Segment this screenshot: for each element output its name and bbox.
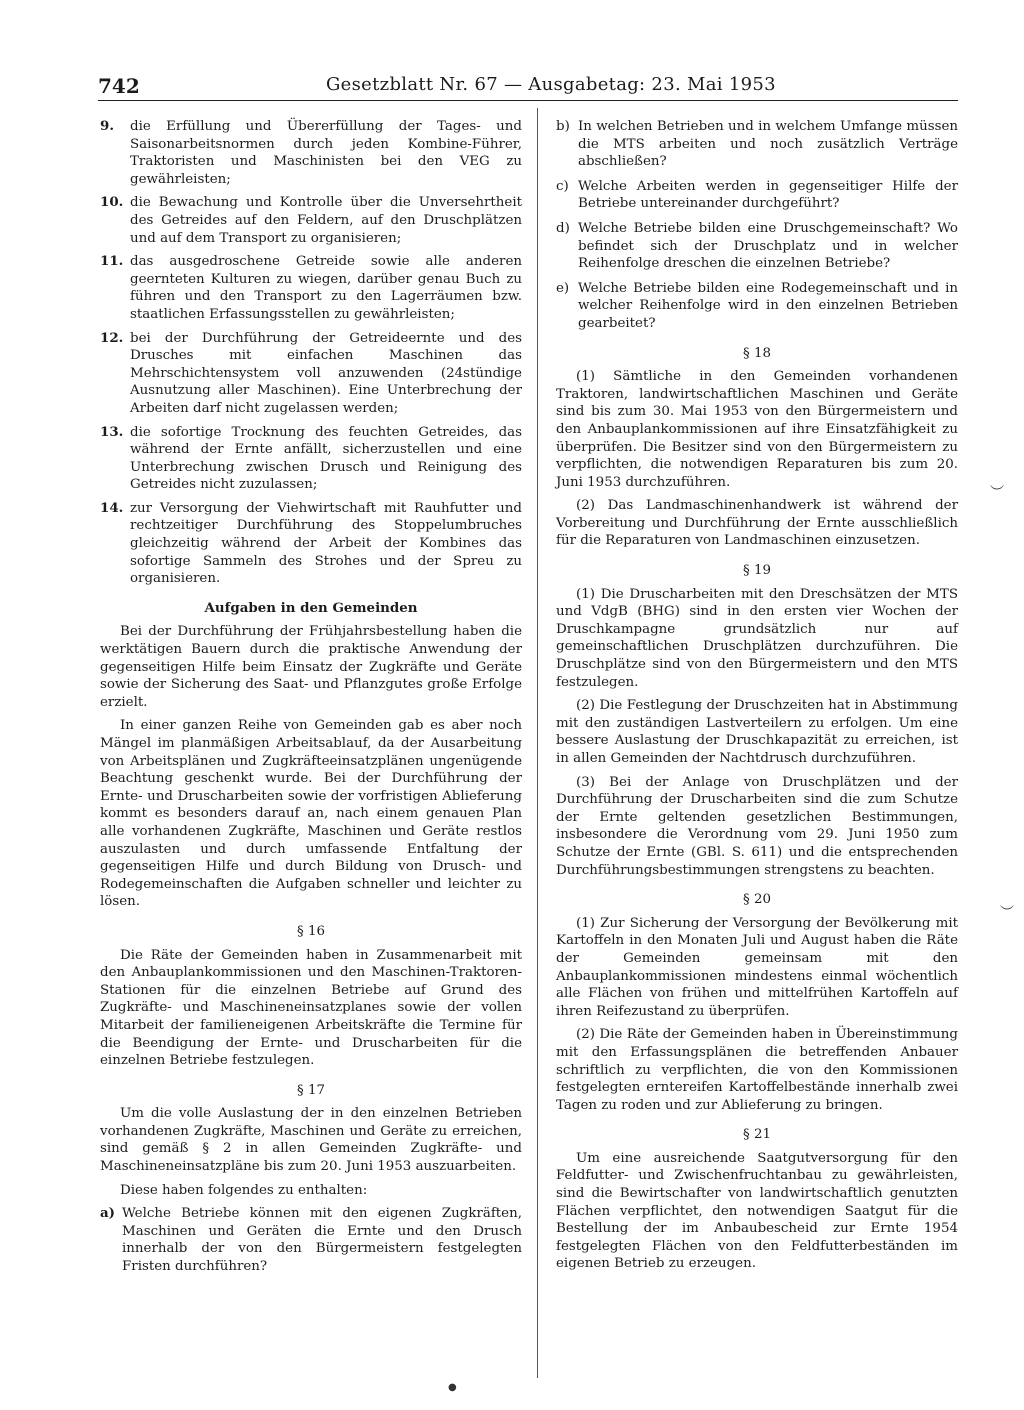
item-text: die sofortige Trocknung des feuchten Getreides, das während der Ernte anfällt, sicherzustellen und eine Unterbrechung zwischen Drusch und Reinigung des Getreides nicht zuzulassen; xyxy=(130,424,522,493)
sub-item xyxy=(556,118,958,171)
paragraph: (2) Das Landmaschinenhandwerk ist während der Vorbereitung und Durchführung der Ernte ausschließlich für die Reparaturen von Landmaschinen einzusetzen. xyxy=(556,498,958,549)
item-text: die Erfüllung und Übererfüllung der Tages- und Saisonarbeitsnormen durch jeden Kombine-Führer, Traktoristen und Maschinisten bei den VEG zu gewährleisten; xyxy=(130,119,522,187)
sub-item xyxy=(100,1205,522,1275)
column-divider xyxy=(537,108,538,1378)
ink-dot: ● xyxy=(448,1382,457,1393)
section-title-17: § 17 xyxy=(297,1082,325,1098)
paragraph: In einer ganzen Reihe von Gemeinden gab es aber noch Mängel im planmäßigen Arbeitsablauf, da der Ausarbeitung von Arbeitsplänen und Zugkräfteeinsatzplänen ungenügende Beachtung geschenkt wurde. Bei der Durchführung der Ernte- und Druscharbeiten sowie der vorfristigen Ablieferung kommt es besonders darauf an, nach einem genauen Plan alle vorhandenen Zugkräfte, Maschinen und Geräte restlos auszulasten und durch umfassende Entfaltung der gegenseitigen Hilfe und durch Bildung von Drusch- und Rodegemeinschaften die Aufgaben schneller und leichter zu lösen. xyxy=(100,718,522,910)
item-number: 10. xyxy=(100,194,124,211)
paragraph: Um eine ausreichende Saatgutversorgung für den Feldfutter- und Zwischenfruchtanbau zu gewährleisten, sind die Bewirtschafter von landwirtschaftlich genutzten Flächen verpflichtet, den notwendigen Saatgut für die Bestellung der im Anbaubescheid zur Ernte 1954 festgelegten Flächen von den Feldfutterbeständen im eigenen Betrieb zu erzeugen. xyxy=(556,1150,958,1272)
item-number: 11. xyxy=(100,253,124,270)
section-title-19: § 19 xyxy=(743,563,771,579)
list-item xyxy=(100,424,522,494)
right-column xyxy=(556,118,958,1279)
header-rule xyxy=(98,100,958,101)
page-header xyxy=(98,74,958,102)
paragraph: (2) Die Räte der Gemeinden haben in Übereinstimmung mit den Erfassungsplänen die betreffenden Anbauer schriftlich zu verpflichten, die von den Kommissionen festgelegten erntereifen Kartoffelbestände innerhalb zwei Tagen zu roden und zur Ablieferung zu bringen. xyxy=(556,1027,958,1113)
sub-item-label: e) xyxy=(556,280,570,296)
item-text: zur Versorgung der Viehwirtschaft mit Rauhfutter und rechtzeitiger Durchführung des Stoppelumbruches gleichzeitig während der Arbeit der Kombines das sofortige Sammeln des Strohes und der Spreu zu organisieren. xyxy=(130,500,522,587)
section-title-18: § 18 xyxy=(743,345,771,361)
section-heading: Aufgaben in den Gemeinden xyxy=(204,599,418,616)
item-text: das ausgedroschene Getreide sowie alle anderen geernteten Kulturen zu wiegen, darüber genau Buch zu führen und den Transport zu den Lagerräumen bzw. staatlichen Erfassungsstellen zu gewährleisten; xyxy=(130,254,522,322)
sub-item-label: b) xyxy=(556,119,570,134)
section-title-16: § 16 xyxy=(297,923,325,939)
sub-item-label: c) xyxy=(556,178,569,194)
sub-item-text: Welche Betriebe können mit den eigenen Zugkräften, Maschinen und Geräten die Ernte und den Drusch innerhalb der von den Bürgermeistern festgelegten Fristen durchführen? xyxy=(122,1206,522,1275)
sub-item xyxy=(556,280,958,333)
paragraph: (1) Die Druscharbeiten mit den Dreschsätzen der MTS und VdgB (BHG) sind in den ersten vier Wochen der Druschkampagne grundsätzlich nur auf gemeinschaftlichen Druschplätzen durchzuführen. Die Druschplätze sind von den Bürgermeistern und den MTS festzulegen. xyxy=(556,586,958,690)
sub-item xyxy=(556,220,958,273)
item-number: 14. xyxy=(100,499,124,516)
paragraph: Diese haben folgendes zu enthalten: xyxy=(120,1182,368,1198)
list-item xyxy=(100,500,522,588)
section-title-21: § 21 xyxy=(743,1127,771,1143)
sub-item-label: d) xyxy=(556,220,570,236)
paragraph: Bei der Durchführung der Frühjahrsbestellung haben die werktätigen Bauern durch die praktische Anwendung der gegenseitigen Hilfe beim Einsatz der Zugkräfte und Geräte sowie der Sicherung des Saat- und Pflanzgutes große Erfolge erzielt. xyxy=(100,624,522,710)
sub-item-text: Welche Betriebe bilden eine Rodegemeinschaft und in welcher Reihenfolge wird in den einzelnen Betrieben gearbeitet? xyxy=(578,280,958,331)
margin-mark: ︶ xyxy=(990,485,1004,501)
sub-item xyxy=(556,178,958,213)
left-column xyxy=(100,118,522,1283)
item-text: die Bewachung und Kontrolle über die Unversehrtheit des Getreides auf den Feldern, auf den Druschplätzen und auf dem Transport zu organisieren; xyxy=(130,195,522,246)
item-number: 9. xyxy=(100,118,114,134)
page-number: 742 xyxy=(98,74,140,98)
margin-mark: ︶ xyxy=(1000,905,1014,921)
list-item xyxy=(100,118,522,188)
paragraph: (3) Bei der Anlage von Druschplätzen und der Durchführung der Druscharbeiten sind die zum Schutze der Ernte geltenden gesetzlichen Bestimmungen, insbesondere die Verordnung vom 29. Juni 1950 zum Schutze der Ernte (GBl. S. 611) und die entsprechenden Durchführungsbestimmungen strengstens zu beachten. xyxy=(556,774,958,878)
list-item xyxy=(100,194,522,247)
sub-item-text: Welche Betriebe bilden eine Druschgemeinschaft? Wo befindet sich der Druschplatz und in welcher Reihenfolge dreschen die einzelnen Betriebe? xyxy=(578,220,958,272)
paragraph: Um die volle Auslastung der in den einzelnen Betrieben vorhandenen Zugkräfte, Maschinen und Geräte zu erreichen, sind gemäß § 2 in allen Gemeinden Zugkräfte- und Maschineneinsatzpläne bis zum 20. Juni 1953 auszuarbeiten. xyxy=(100,1106,522,1175)
item-number: 13. xyxy=(100,423,124,440)
paragraph: (1) Zur Sicherung der Versorgung der Bevölkerung mit Kartoffeln in den Monaten Juli und August haben die Räte der Gemeinden gemeinsam mit den Anbauplankommissionen mindestens einmal wöchentlich alle Flächen von frühen und mittelfrühen Kartoffeln auf ihren Reifezustand zu überprüfen. xyxy=(556,915,958,1019)
list-item xyxy=(100,253,522,323)
sub-item-label: a) xyxy=(100,1205,116,1222)
running-title: Gesetzblatt Nr. 67 — Ausgabetag: 23. Mai 1953 xyxy=(326,74,776,95)
paragraph: (1) Sämtliche in den Gemeinden vorhandenen Traktoren, landwirtschaftlichen Maschinen und Geräte sind bis zum 30. Mai 1953 von den Bürgermeistern und den Anbauplankommissionen auf ihre Einsatzfähigkeit zu überprüfen. Die Besitzer sind von den Bürgermeistern zu verpflichten, die notwendigen Reparaturen bis zum 20. Juni 1953 durchzuführen. xyxy=(556,369,958,490)
item-text: bei der Durchführung der Getreideernte und des Drusches mit einfachen Maschinen das Mehrschichtensystem voll anzuwenden (24stündige Ausnutzung aller Maschinen). Eine Unterbrechung der Arbeiten darf nicht zugelassen werden; xyxy=(130,330,522,416)
item-number: 12. xyxy=(100,329,124,346)
paragraph: (2) Die Festlegung der Druschzeiten hat in Abstimmung mit den zuständigen Lastverteilern zu erfolgen. Um eine bessere Auslastung der Druschkapazität zu erreichen, ist in allen Gemeinden der Nachtdrusch durchzuführen. xyxy=(556,698,958,766)
sub-item-text: Welche Arbeiten werden in gegenseitiger Hilfe der Betriebe untereinander durchgeführt? xyxy=(578,178,958,212)
section-title-20: § 20 xyxy=(743,892,771,908)
sub-item-text: In welchen Betrieben und in welchem Umfange müssen die MTS arbeiten und noch zusätzlich Verträge abschließen? xyxy=(578,119,958,170)
list-item xyxy=(100,330,522,418)
paragraph: Die Räte der Gemeinden haben in Zusammenarbeit mit den Anbauplankommissionen und den Maschinen-Traktoren-Stationen für die einzelnen Betriebe auf Grund des Zugkräfte- und Maschineneinsatzplanes sowie der vollen Mitarbeit der familieneigenen Arbeitskräfte die Termine für die Beendigung der Ernte- und Druscharbeiten für die einzelnen Betriebe festzulegen. xyxy=(100,947,522,1069)
